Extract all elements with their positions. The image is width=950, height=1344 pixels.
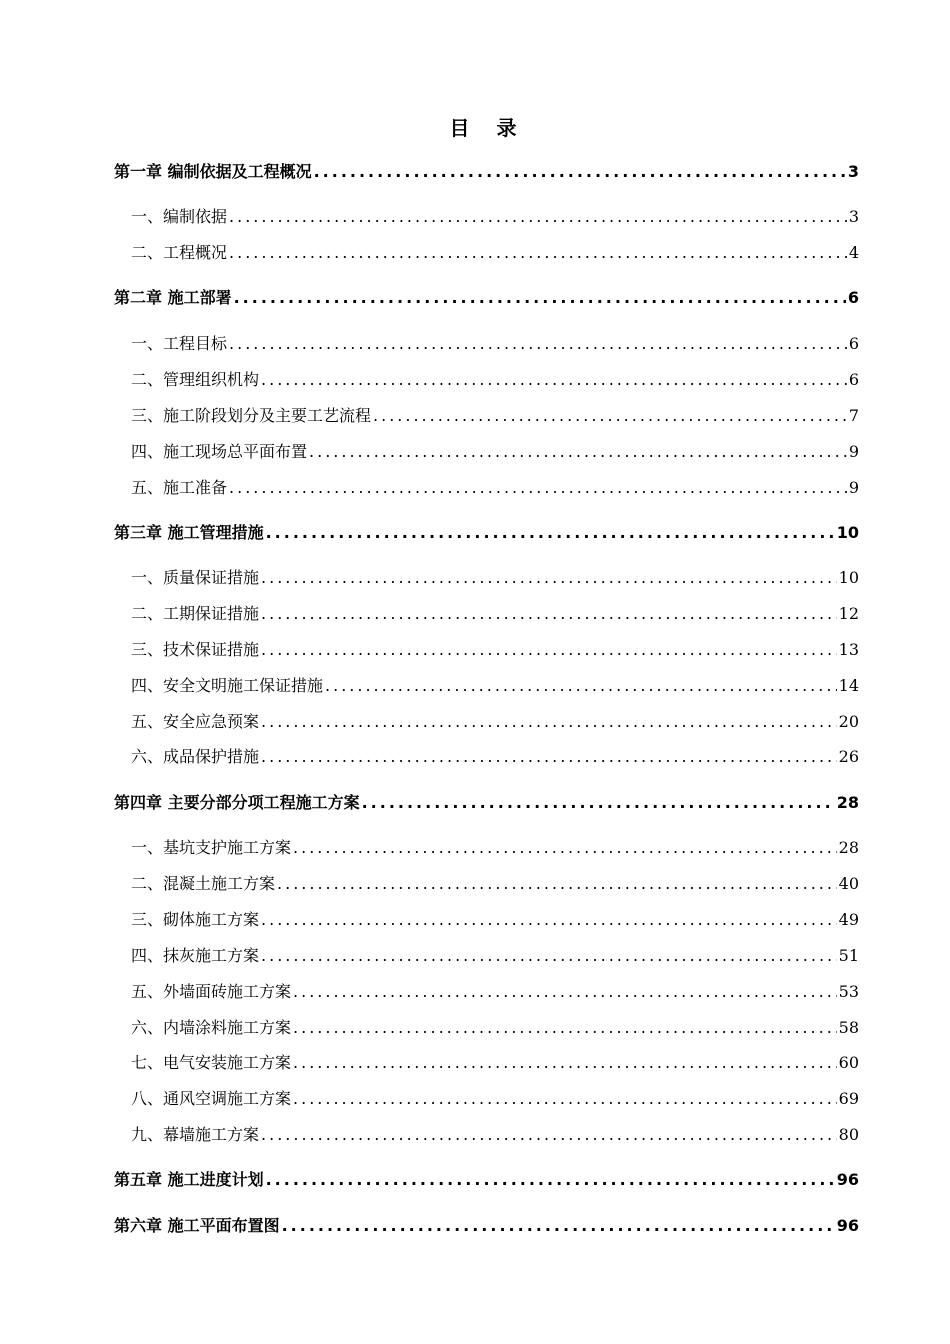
toc-dot-leader <box>261 908 837 932</box>
toc-section-entry[interactable] <box>131 1123 859 1147</box>
toc-section-entry[interactable] <box>131 1016 859 1040</box>
toc-dot-leader <box>282 1214 835 1238</box>
toc-page-number: 51 <box>838 946 859 965</box>
toc-dot-leader <box>293 1051 837 1075</box>
toc-dot-leader <box>261 745 837 769</box>
toc-dot-leader <box>277 872 837 896</box>
toc-section-entry[interactable] <box>131 872 859 896</box>
toc-entry-label: 三、技术保证措施 <box>131 640 260 659</box>
toc-page-number: 28 <box>838 838 859 857</box>
toc-entry-label: 二、工期保证措施 <box>131 604 260 623</box>
toc-entry-label: 四、安全文明施工保证措施 <box>131 676 324 695</box>
toc-entry-label: 第五章 施工进度计划 <box>114 1170 264 1189</box>
toc-page-number: 20 <box>838 712 859 731</box>
toc-section-entry[interactable] <box>131 1087 859 1111</box>
toc-page-number: 96 <box>836 1216 859 1235</box>
toc-chapter-entry[interactable] <box>114 286 859 310</box>
toc-page-number: 60 <box>838 1053 859 1072</box>
toc-page-number: 6 <box>847 288 859 307</box>
toc-entry-label: 二、混凝土施工方案 <box>131 874 276 893</box>
toc-title: 目 录 <box>449 116 527 140</box>
toc-page-number: 69 <box>838 1089 859 1108</box>
toc-entry-label: 四、施工现场总平面布置 <box>131 442 308 461</box>
toc-dot-leader <box>314 160 846 184</box>
toc-section-entry[interactable] <box>131 674 859 698</box>
toc-section-entry[interactable] <box>131 205 859 229</box>
toc-dot-leader <box>261 1123 837 1147</box>
toc-chapter-entry[interactable] <box>114 791 859 815</box>
toc-page-number: 10 <box>836 523 859 542</box>
toc-entry-label: 三、砌体施工方案 <box>131 910 260 929</box>
toc-section-entry[interactable] <box>131 440 859 464</box>
toc-dot-leader <box>362 791 835 815</box>
toc-section-entry[interactable] <box>131 908 859 932</box>
toc-section-entry[interactable] <box>131 1051 859 1075</box>
toc-page-number: 4 <box>848 243 859 262</box>
toc-page-number: 10 <box>838 568 859 587</box>
toc-dot-leader <box>293 836 837 860</box>
toc-section-entry[interactable] <box>131 368 859 392</box>
toc-chapter-entry[interactable] <box>114 521 859 545</box>
toc-dot-leader <box>229 241 847 265</box>
toc-page-number: 6 <box>848 334 859 353</box>
toc-dot-leader <box>261 710 837 734</box>
toc-entry-label: 一、编制依据 <box>131 207 228 226</box>
toc-entry-label: 二、管理组织机构 <box>131 370 260 389</box>
toc-page-number: 28 <box>836 793 859 812</box>
toc-page-number: 12 <box>838 604 859 623</box>
toc-entry-label: 二、工程概况 <box>131 243 228 262</box>
toc-dot-leader <box>373 404 847 428</box>
toc-entry-label: 第六章 施工平面布置图 <box>114 1216 280 1235</box>
toc-dot-leader <box>293 980 837 1004</box>
toc-entry-label: 第二章 施工部署 <box>114 288 232 307</box>
toc-page-number: 49 <box>838 910 859 929</box>
toc-dot-leader <box>261 368 847 392</box>
toc-dot-leader <box>266 521 835 545</box>
toc-entry-label: 一、质量保证措施 <box>131 568 260 587</box>
toc-page-number: 40 <box>838 874 859 893</box>
toc-dot-leader <box>234 286 846 310</box>
toc-entry-label: 第四章 主要分部分项工程施工方案 <box>114 793 360 812</box>
toc-page-number: 80 <box>838 1125 859 1144</box>
toc-chapter-entry[interactable] <box>114 160 859 184</box>
toc-section-entry[interactable] <box>131 566 859 590</box>
toc-entry-label: 第三章 施工管理措施 <box>114 523 264 542</box>
toc-page-number: 26 <box>838 747 859 766</box>
toc-section-entry[interactable] <box>131 710 859 734</box>
toc-chapter-entry[interactable] <box>114 1214 859 1238</box>
toc-dot-leader <box>325 674 837 698</box>
toc-entry-label: 八、通风空调施工方案 <box>131 1089 292 1108</box>
toc-page-number: 6 <box>848 370 859 389</box>
toc-dot-leader <box>229 205 847 229</box>
toc-entry-label: 三、施工阶段划分及主要工艺流程 <box>131 406 372 425</box>
toc-page-number: 53 <box>838 982 859 1001</box>
toc-section-entry[interactable] <box>131 836 859 860</box>
toc-dot-leader <box>261 602 837 626</box>
toc-entry-label: 七、电气安装施工方案 <box>131 1053 292 1072</box>
toc-page-number: 3 <box>848 207 859 226</box>
toc-section-entry[interactable] <box>131 332 859 356</box>
toc-chapter-entry[interactable] <box>114 1168 859 1192</box>
toc-entry-label: 六、成品保护措施 <box>131 747 260 766</box>
toc-section-entry[interactable] <box>131 745 859 769</box>
toc-page-number: 9 <box>848 442 859 461</box>
toc-page-number: 58 <box>838 1018 859 1037</box>
toc-section-entry[interactable] <box>131 602 859 626</box>
toc-dot-leader <box>261 944 837 968</box>
toc-page-number: 14 <box>838 676 859 695</box>
toc-entry-label: 四、抹灰施工方案 <box>131 946 260 965</box>
toc-entry-label: 一、工程目标 <box>131 334 228 353</box>
toc-dot-leader <box>293 1016 837 1040</box>
toc-section-entry[interactable] <box>131 241 859 265</box>
toc-page-number: 13 <box>838 640 859 659</box>
toc-section-entry[interactable] <box>131 476 859 500</box>
toc-page-number: 96 <box>836 1170 859 1189</box>
toc-dot-leader <box>266 1168 835 1192</box>
toc-section-entry[interactable] <box>131 638 859 662</box>
toc-entry-label: 五、安全应急预案 <box>131 712 260 731</box>
toc-page-number: 7 <box>848 406 859 425</box>
toc-entry-label: 第一章 编制依据及工程概况 <box>114 162 312 181</box>
toc-entry-label: 九、幕墙施工方案 <box>131 1125 260 1144</box>
toc-dot-leader <box>261 566 837 590</box>
toc-dot-leader <box>309 440 847 464</box>
toc-entry-label: 一、基坑支护施工方案 <box>131 838 292 857</box>
toc-entry-label: 五、外墙面砖施工方案 <box>131 982 292 1001</box>
toc-section-entry[interactable] <box>131 404 859 428</box>
toc-dot-leader <box>261 638 837 662</box>
toc-dot-leader <box>229 332 847 356</box>
toc-page-number: 9 <box>848 478 859 497</box>
toc-section-entry[interactable] <box>131 944 859 968</box>
toc-entry-label: 五、施工准备 <box>131 478 228 497</box>
toc-page-number: 3 <box>847 162 859 181</box>
toc-section-entry[interactable] <box>131 980 859 1004</box>
toc-entry-label: 六、内墙涂料施工方案 <box>131 1018 292 1037</box>
toc-dot-leader <box>293 1087 837 1111</box>
toc-dot-leader <box>229 476 847 500</box>
